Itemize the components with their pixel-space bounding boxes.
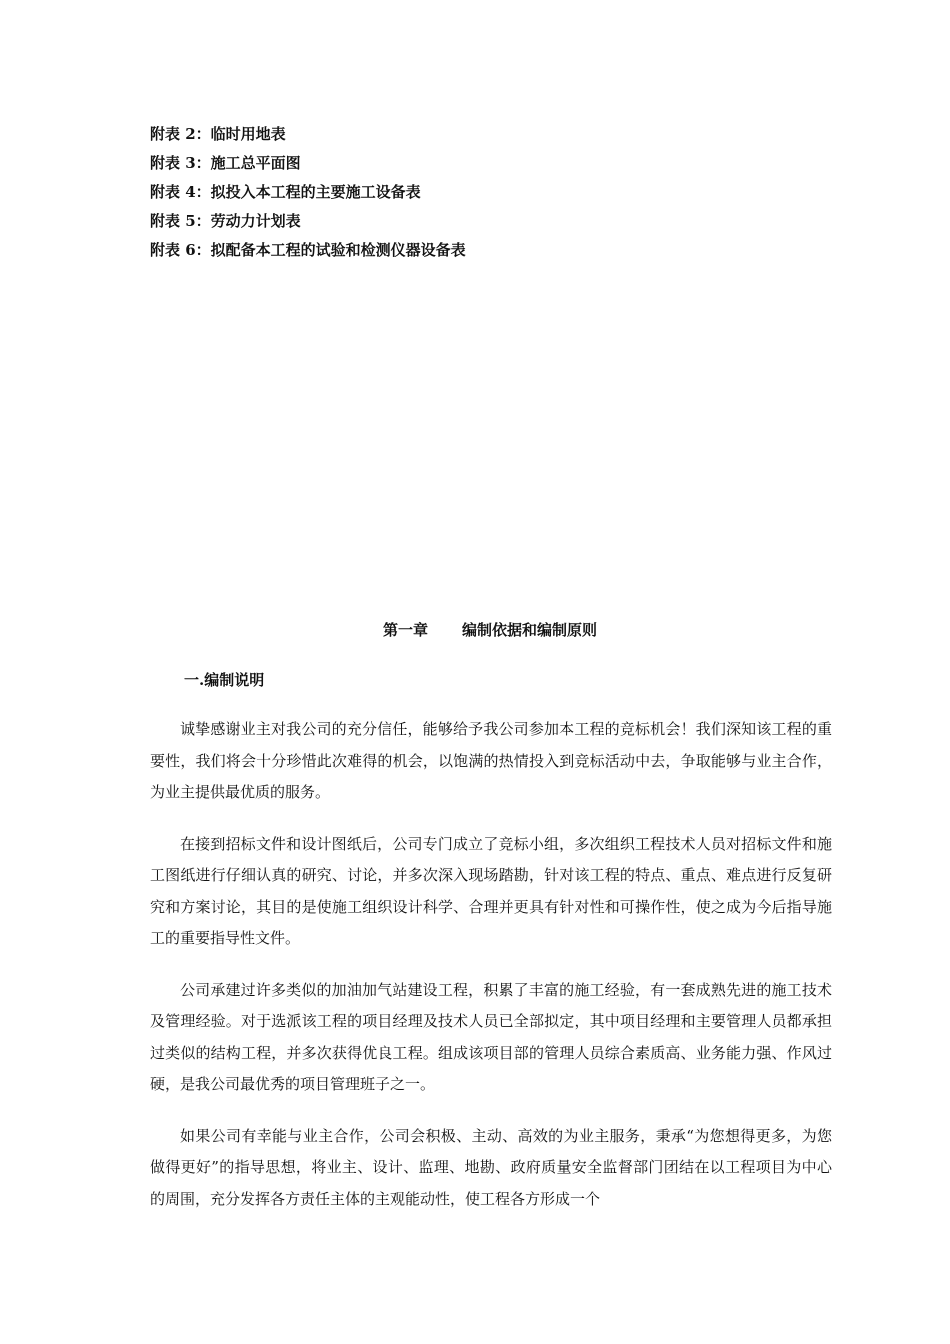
paragraph: 公司承建过许多类似的加油加气站建设工程，积累了丰富的施工经验，有一套成熟先进的施工技术及管理经验。对于选派该工程的项目经理及技术人员已全部拟定，其中项目经理和主要管理人员都承担过类似的结构工程，并多次获得优良工程。组成该项目部的管理人员综合素质高、业务能力强、作风过硬，是我公司最优秀的项目管理班子之一。 [150,980,832,1093]
appendix-item: 附表 3：施工总平面图 [150,154,301,172]
appendix-item: 附表 5：劳动力计划表 [150,212,301,230]
chapter-title [150,616,830,644]
appendix-item: 附表 6：拟配备本工程的试验和检测仪器设备表 [150,241,466,259]
chapter-name: 编制依据和编制原则 [462,621,598,639]
chapter-number: 第一章 [382,621,428,639]
appendix-item: 附表 4：拟投入本工程的主要施工设备表 [150,183,421,201]
appendix-item: 附表 2：临时用地表 [150,125,286,143]
body-text [150,714,832,1235]
appendix-list [150,120,850,265]
paragraph: 诚挚感谢业主对我公司的充分信任，能够给予我公司参加本工程的竞标机会！我们深知该工程的重要性，我们将会十分珍惜此次难得的机会，以饱满的热情投入到竞标活动中去，争取能够与业主合作，为业主提供最优质的服务。 [150,720,832,801]
paragraph: 如果公司有幸能与业主合作，公司会积极、主动、高效的为业主服务，秉承“为您想得更多，为您做得更好”的指导思想，将业主、设计、监理、地勘、政府质量安全监督部门团结在以工程项目为中心的周围，充分发挥各方责任主体的主观能动性，使工程各方形成一个 [150,1126,832,1208]
paragraph: 在接到招标文件和设计图纸后，公司专门成立了竞标小组，多次组织工程技术人员对招标文件和施工图纸进行仔细认真的研究、讨论，并多次深入现场踏勘，针对该工程的特点、重点、难点进行反复研究和方案讨论，其目的是使施工组织设计科学、合理并更具有针对性和可操作性，使之成为今后指导施工的重要指导性文件。 [150,834,832,947]
section-heading: 一.编制说明 [184,671,265,689]
